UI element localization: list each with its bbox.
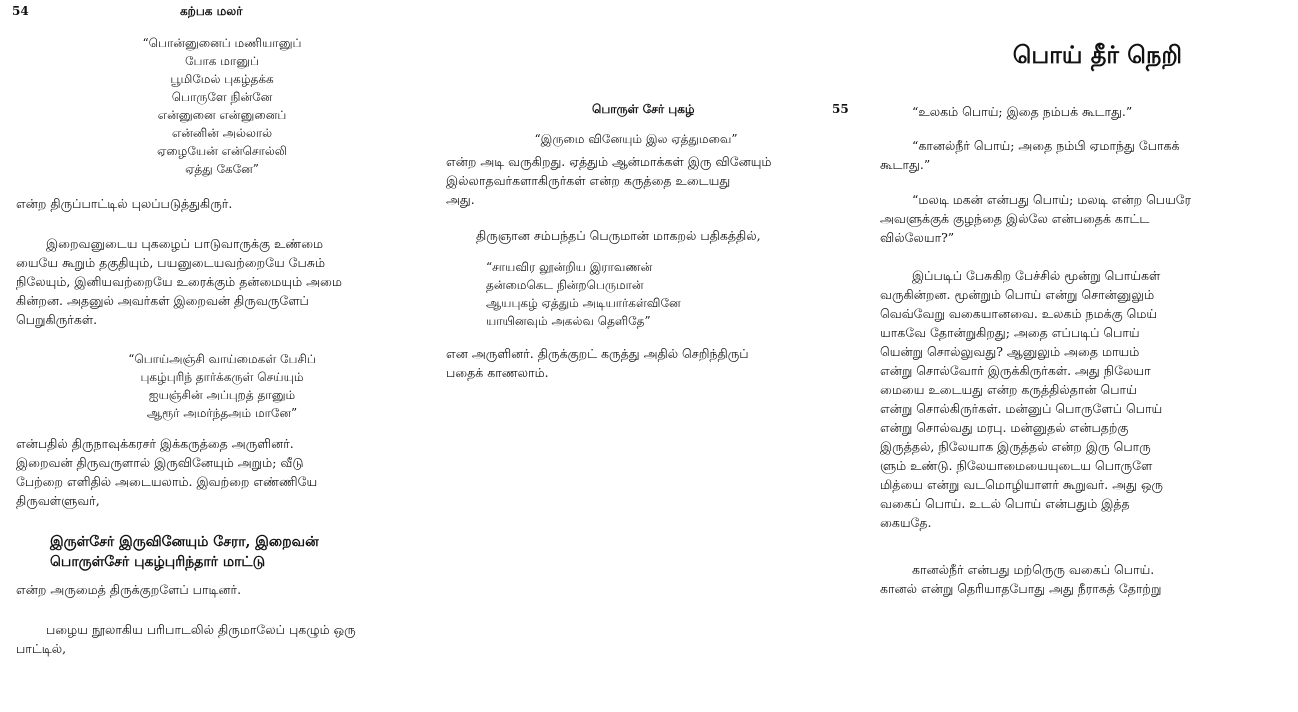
text-line: ஏத்து கேனே” [185,162,259,176]
middle-page-number: 55 [832,102,849,116]
text-line: என்ற அருமைத் திருக்குறளேப் பாடினர். [16,582,242,597]
text-line: தன்மைகெட நின்றபெருமான் [486,278,644,292]
text-line: ளும் உண்டு. நிலேயாமையையுடைய பொருளே [880,458,1153,473]
text-line: ஐயஞ்சின் அப்புறத் தானும் [148,388,296,402]
text-line: கூடாது.” [880,157,931,172]
text-line: என்று சொல்கிருர்கள். மன்னுப் பொருளேப் பொய் [880,401,1163,416]
text-line: என்பதில் திருநாவுக்கரசர் இக்கருத்தை அருளினர். [16,436,294,451]
text-line: ஆரூர் அமர்ந்தஅம் மானே” [146,406,298,420]
left-page-number: 54 [12,4,29,18]
text-line: “மலடி மகன் என்பது பொய்; மலடி என்ற பெயரே [912,192,1192,207]
middle-paragraph-1 [446,152,852,209]
quote-3 [880,190,1282,247]
text-line: யையே கூறும் தகுதியும், பயனுடையவற்றையே பேசும் [16,255,326,270]
text-line: என்ற திருப்பாட்டில் புலப்படுத்துகிருர். [16,196,233,211]
text-line: புகழ்புரிந் தார்க்கருள் செய்யும் [140,370,304,384]
text-line: அது. [446,192,475,207]
text-line: என்னின் அல்லால் [171,126,273,140]
right-paragraph-2 [880,560,1282,598]
text-line: கின்றன. அதனுல் அவர்கள் இறைவன் திருவருளேப் [16,293,309,308]
left-page [12,0,422,712]
left-paragraph-4 [16,580,422,599]
text-line: யாகவே தோன்றுகிறது; அதை எப்படிப் பொய் [880,325,1140,340]
text-line: கானல் என்று தெரியாதபோது அது நீராகத் தோற்று [880,581,1162,596]
text-line: ஏழையேன் என்சொல்லி [156,144,288,158]
left-paragraph-5 [16,620,422,658]
quote-2 [880,136,1282,174]
text-line: “பொன்னுனைப் மணியானுப் [142,36,302,50]
left-running-head: கற்பக மலர் [180,4,243,18]
text-line: யாயினவும் அகல்வ தெளிதே” [486,314,651,328]
text-line: ஆயபுகழ் ஏத்தும் அடியார்கள்வினே [486,296,681,310]
text-line: வருகின்றன. மூன்றும் பொய் என்று சொன்னுலும் [880,287,1155,302]
left-paragraph-1 [16,194,422,213]
text-line: என அருளினர். திருக்குறட் கருத்து அதில் செறிந்திருப் [446,346,749,361]
left-paragraph-2 [16,234,422,329]
text-line: “இருமை வினேயும் இல ஏத்துமவை” [534,132,738,146]
middle-page [446,0,854,712]
text-line: அவளுக்குக் குழந்தை இல்லே என்பதைக் காட்ட [880,211,1150,226]
text-line: வெவ்வேறு வகையானவை. உலகம் நமக்கு மெய் [880,306,1158,321]
chapter-title: பொய் தீர் நெறி [1012,40,1182,69]
left-paragraph-3 [16,434,422,510]
middle-verse-2 [486,258,786,330]
text-line: வில்லேயா?” [880,230,955,245]
text-line: என்னுனை என்னுனைப் [157,108,287,122]
text-line: திருஞான சம்பந்தப் பெருமான் மாகறல் பதிகத்தில், [476,228,761,243]
text-line: “பொய்அஞ்சி வாய்மைகள் பேசிப் [128,352,316,366]
text-line: போக மானுப் [185,54,259,68]
text-line: பழைய நூலாகிய பரிபாடலில் திருமாலேப் புகழும் ஒரு [46,622,356,637]
text-line: வகைப் பொய். உடல் பொய் என்பதும் இத்த [880,496,1130,511]
right-page [876,0,1286,712]
quote-1 [912,102,1282,121]
middle-verse-1 [486,130,786,148]
left-verse-2 [52,350,392,422]
text-line: என்று சொல்வோர் இருக்கிருர்கள். அது நிலேயா [880,363,1151,378]
text-line: பெறுகிருர்கள். [16,312,98,327]
text-line: பொருள்சேர் புகழ்புரிந்தார் மாட்டு [50,554,266,570]
text-line: பேற்றை எளிதில் அடையலாம். இவற்றை எண்ணியே [16,474,318,489]
text-line: பூமிமேல் புகழ்தக்க [170,72,274,86]
text-line: பதைக் காணலாம். [446,365,549,380]
text-line: இருள்சேர் இருவினேயும் சேரா, இறைவன் [50,534,319,550]
left-verse-1 [72,34,372,178]
text-line: இல்லாதவர்களாகிருர்கள் என்ற கருத்தை உடையது [446,173,731,188]
text-line: “சாயவிர லூன்றிய இராவணன் [486,260,653,274]
text-line: இறைவனுடைய புகழைப் பாடுவாருக்கு உண்மை [46,236,324,251]
text-line: மித்யை என்று வடமொழியாளர் கூறுவர். அது ஒரு [880,477,1164,492]
text-line: இருத்தல், நிலேயாக இருத்தல் என்ற இரு பொரு [880,439,1151,454]
text-line: மையை உடையது என்ற கருத்தில்தான் பொய் [880,382,1137,397]
text-line: பாட்டில், [16,641,67,656]
kural-couplet [50,532,319,572]
text-line: என்ற அடி வருகிறது. ஏத்தும் ஆன்மாக்கள் இரு வினேயும் [446,154,772,169]
middle-paragraph-3 [446,344,852,382]
text-line: “கானல்நீர் பொய்; அதை நம்பி ஏமாந்து போகக் [912,138,1180,153]
text-line: திருவள்ளுவர், [16,493,100,508]
text-line: கானல்நீர் என்பது மற்ருெரு வகைப் பொய். [912,562,1155,577]
text-line: இறைவன் திருவருளால் இருவினேயும் அறும்; வீடு [16,455,304,470]
text-line: கையதே. [880,515,932,530]
middle-paragraph-2 [476,226,852,245]
text-line: “உலகம் பொய்; இதை நம்பக் கூடாது.” [912,104,1133,119]
middle-running-head: பொருள் சேர் புகழ் [592,102,695,116]
text-line: என்று சொல்வது மரபு. மன்னுதல் என்பதற்கு [880,420,1129,435]
text-line: யென்று சொல்லுவது? ஆனுலும் அதை மாயம் [880,344,1140,359]
text-line: நிலேயும், இனியவற்றையே உரைக்கும் தன்மையும் அமை [16,274,342,289]
text-line: பொருளே நின்னே [171,90,273,104]
right-paragraph-1 [880,266,1282,532]
text-line: இப்படிப் பேசுகிற பேச்சில் மூன்று பொய்கள் [912,268,1161,283]
